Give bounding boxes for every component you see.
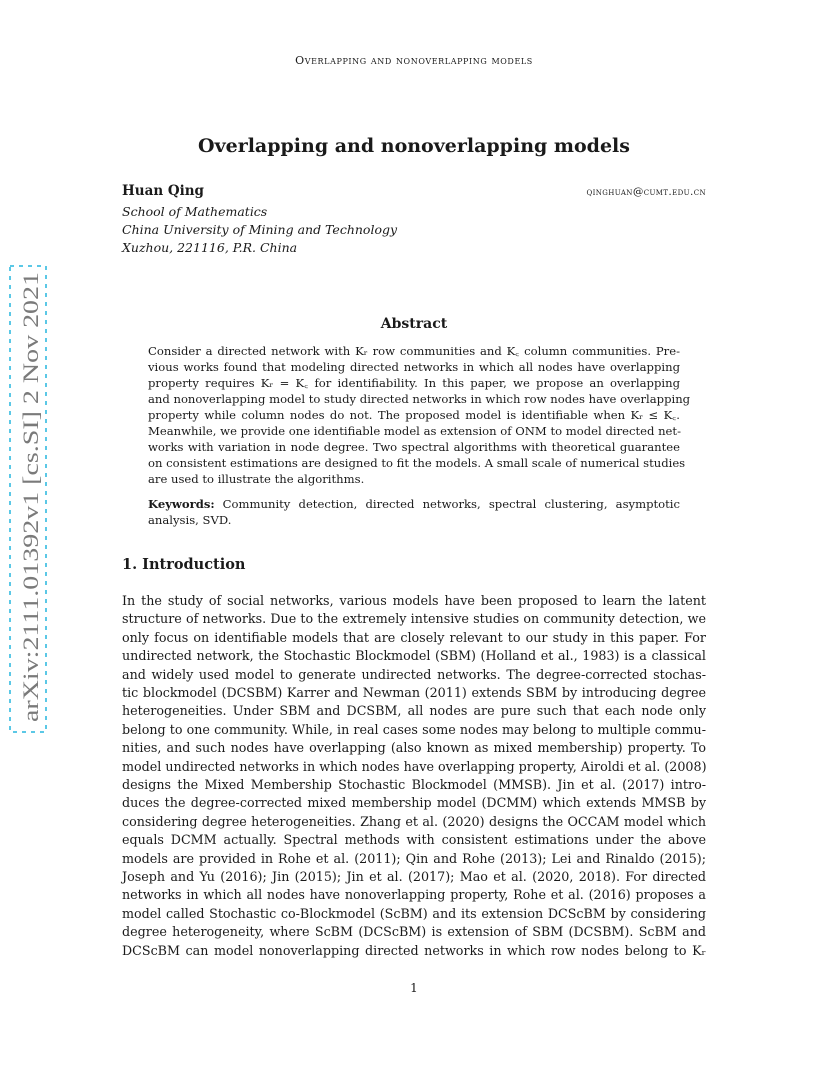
keywords-text: analysis, SVD.	[148, 513, 232, 527]
abstract-line: Meanwhile, we provide one identifiable model as extension of ONM to model directed net-	[148, 424, 681, 438]
running-head: Overlapping and nonoverlapping models	[295, 54, 533, 67]
keywords-text: Community detection, directed networks, spectral clustering, asymptotic	[222, 497, 680, 511]
body-line: duces the degree-corrected mixed membership model (DCMM) which extends MMSB by	[122, 795, 706, 811]
body-line: belong to one community. While, in real cases some nodes may belong to multiple commu-	[122, 721, 706, 737]
arxiv-stamp	[8, 264, 48, 734]
body-line: models are provided in Rohe et al. (2011); Qin and Rohe (2013); Lei and Rinaldo (2015);	[122, 850, 706, 866]
abstract-line: property while column nodes do not. The proposed model is identifiable when Kᵣ ≤ K꜀.	[148, 408, 680, 422]
affiliation-line: School of Mathematics	[122, 204, 268, 219]
body-line: In the study of social networks, various models have been proposed to learn the latent	[122, 593, 706, 608]
body-line: heterogeneities. Under SBM and DCSBM, all nodes are pure such that each node only	[122, 703, 706, 719]
body-line: structure of networks. Due to the extremely intensive studies on community detection, we	[122, 611, 706, 627]
abstract-line: vious works found that modeling directed networks in which all nodes have overlapping	[148, 360, 680, 374]
author-name: Huan Qing	[122, 183, 204, 199]
body-line: designs the Mixed Membership Stochastic Blockmodel (MMSB). Jin et al. (2017) intro-	[122, 777, 706, 792]
abstract-line: are used to illustrate the algorithms.	[148, 472, 365, 486]
arxiv-stamp-text: arXiv:2111.01392v1 [cs.SI] 2 Nov 2021	[18, 368, 43, 722]
body-line: DCScBM can model nonoverlapping directed networks in which row nodes belong to Kᵣ	[122, 942, 706, 958]
body-line: nities, and such nodes have overlapping (also known as mixed membership) property. To	[122, 740, 706, 756]
abstract-heading: Abstract	[380, 316, 448, 332]
keywords	[148, 496, 680, 528]
keywords-label: Keywords:	[148, 497, 215, 511]
body-line: equals DCMM actually. Spectral methods with consistent estimations under the above	[122, 832, 706, 848]
body-line: model called Stochastic co-Blockmodel (ScBM) and its extension DCScBM by considering	[122, 905, 706, 921]
body-line: tic blockmodel (DCSBM) Karrer and Newman (2011) extends SBM by introducing degree	[122, 685, 706, 700]
body-line: model undirected networks in which nodes have overlapping property, Airoldi et al. (2008)	[122, 758, 707, 774]
body-line: considering degree heterogeneities. Zhang et al. (2020) designs the OCCAM model which	[122, 813, 706, 829]
affiliation-line: Xuzhou, 221116, P.R. China	[122, 240, 298, 255]
abstract-line: on consistent estimations are designed to fit the models. A small scale of numerical studies	[148, 456, 686, 470]
body-line: undirected network, the Stochastic Blockmodel (SBM) (Holland et al., 1983) is a classical	[122, 648, 706, 664]
body-line: networks in which all nodes have nonoverlapping property, Rohe et al. (2016) proposes a	[122, 887, 706, 903]
abstract-line: property requires Kᵣ = K꜀ for identifiability. In this paper, we propose an overlapping	[148, 376, 680, 390]
affiliation-line: China University of Mining and Technology	[122, 222, 398, 237]
abstract-line: and nonoverlapping model to study directed networks in which row nodes have overlapping	[148, 392, 691, 406]
paper-title: Overlapping and nonoverlapping models	[198, 135, 630, 157]
body-line: only focus on identifiable models that are closely relevant to our study in this paper. For	[122, 629, 706, 645]
body-line: and widely used model to generate undirected networks. The degree-corrected stochas-	[122, 666, 706, 682]
author-email[interactable]: qinghuan@cumt.edu.cn	[586, 186, 706, 198]
body-line: degree heterogeneity, where ScBM (DCScBM) is extension of SBM (DCSBM). ScBM and	[122, 924, 706, 940]
page-number: 1	[410, 981, 418, 995]
body-line: Joseph and Yu (2016); Jin (2015); Jin et al. (2017); Mao et al. (2020, 2018). For directed	[122, 869, 706, 884]
section-heading: 1. Introduction	[122, 556, 246, 573]
abstract-line: works with variation in node degree. Two spectral algorithms with theoretical guarantee	[148, 440, 680, 454]
abstract-line: Consider a directed network with Kᵣ row communities and K꜀ column communities. Pre-	[148, 344, 680, 358]
